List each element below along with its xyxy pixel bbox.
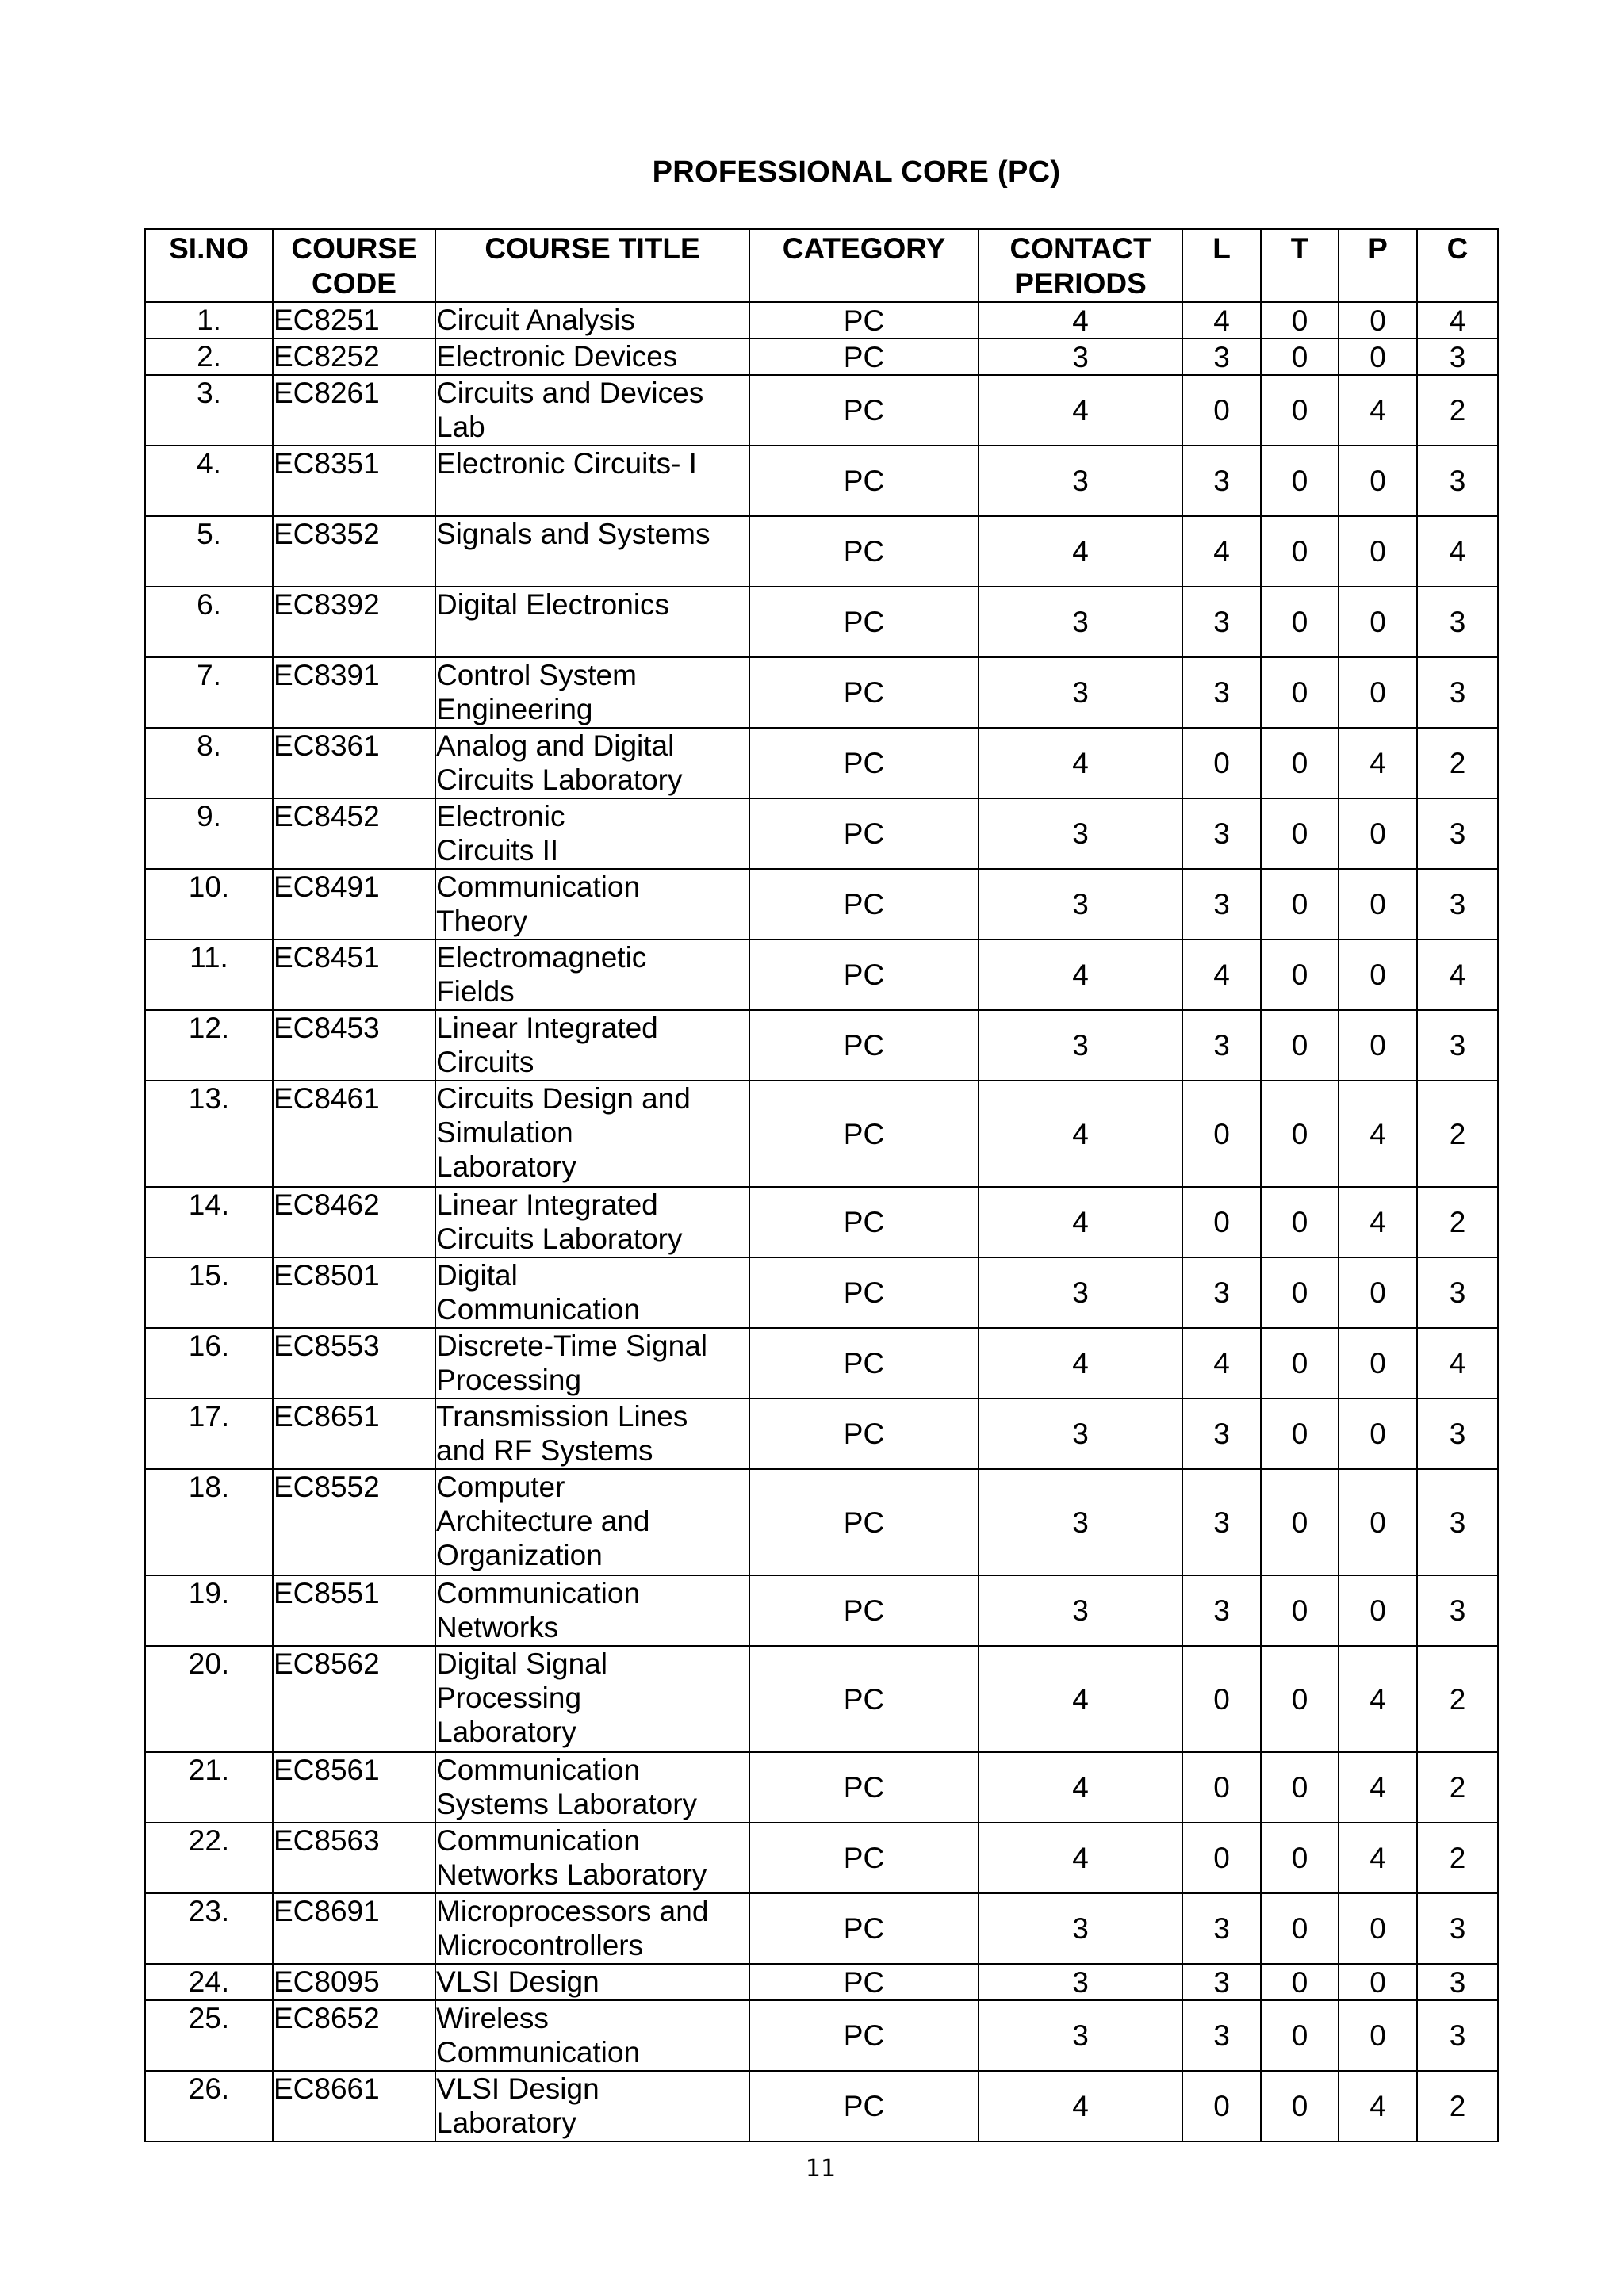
cell-category: PC: [749, 657, 979, 728]
cell-c: 2: [1417, 1646, 1498, 1752]
cell-c: 2: [1417, 375, 1498, 446]
cell-p: 0: [1339, 1257, 1417, 1328]
cell-p: 0: [1339, 587, 1417, 657]
cell-t: 0: [1261, 1646, 1339, 1752]
cell-contact-periods: 3: [979, 339, 1182, 375]
cell-category: PC: [749, 1823, 979, 1893]
table-row: [145, 1893, 1498, 1964]
cell-contact-periods: 3: [979, 1575, 1182, 1646]
cell-c: 2: [1417, 728, 1498, 798]
cell-c: 3: [1417, 657, 1498, 728]
cell-l: 3: [1182, 2000, 1261, 2071]
cell-category: PC: [749, 1752, 979, 1823]
cell-sl-no: 19.: [145, 1575, 273, 1646]
table-row: [145, 1575, 1498, 1646]
cell-contact-periods: 3: [979, 1964, 1182, 2000]
cell-sl-no: 6.: [145, 587, 273, 657]
cell-l: 3: [1182, 1010, 1261, 1081]
cell-course-code: EC8462: [273, 1187, 435, 1257]
cell-l: 3: [1182, 1575, 1261, 1646]
cell-t: 0: [1261, 587, 1339, 657]
cell-sl-no: 20.: [145, 1646, 273, 1752]
cell-t: 0: [1261, 1893, 1339, 1964]
cell-category: PC: [749, 1964, 979, 2000]
table-row: [145, 1964, 1498, 2000]
cell-course-title: Electronic Circuits II: [435, 798, 749, 869]
cell-category: PC: [749, 1081, 979, 1187]
cell-course-title: Circuits and Devices Lab: [435, 375, 749, 446]
cell-c: 4: [1417, 939, 1498, 1010]
cell-contact-periods: 4: [979, 1752, 1182, 1823]
cell-sl-no: 1.: [145, 302, 273, 339]
cell-t: 0: [1261, 1823, 1339, 1893]
cell-category: PC: [749, 302, 979, 339]
cell-l: 0: [1182, 728, 1261, 798]
cell-course-title: Communication Networks: [435, 1575, 749, 1646]
cell-t: 0: [1261, 1575, 1339, 1646]
cell-c: 3: [1417, 798, 1498, 869]
cell-c: 4: [1417, 516, 1498, 587]
cell-p: 4: [1339, 1823, 1417, 1893]
cell-course-code: EC8452: [273, 798, 435, 869]
cell-course-code: EC8691: [273, 1893, 435, 1964]
table-row: [145, 302, 1498, 339]
cell-t: 0: [1261, 1187, 1339, 1257]
cell-course-title: Digital Signal Processing Laboratory: [435, 1646, 749, 1752]
cell-sl-no: 18.: [145, 1469, 273, 1575]
header-course-title: COURSE TITLE: [435, 229, 749, 302]
cell-c: 4: [1417, 1328, 1498, 1399]
cell-p: 0: [1339, 2000, 1417, 2071]
cell-course-code: EC8261: [273, 375, 435, 446]
cell-course-code: EC8661: [273, 2071, 435, 2141]
header-category: CATEGORY: [749, 229, 979, 302]
cell-category: PC: [749, 2000, 979, 2071]
table-row: [145, 728, 1498, 798]
cell-p: 0: [1339, 869, 1417, 939]
cell-course-title: Circuit Analysis: [435, 302, 749, 339]
cell-c: 3: [1417, 1964, 1498, 2000]
cell-p: 0: [1339, 339, 1417, 375]
cell-l: 4: [1182, 302, 1261, 339]
cell-contact-periods: 3: [979, 1010, 1182, 1081]
cell-course-code: EC8652: [273, 2000, 435, 2071]
cell-t: 0: [1261, 339, 1339, 375]
cell-t: 0: [1261, 1257, 1339, 1328]
cell-p: 4: [1339, 2071, 1417, 2141]
cell-category: PC: [749, 1257, 979, 1328]
cell-l: 0: [1182, 1187, 1261, 1257]
cell-l: 0: [1182, 1752, 1261, 1823]
cell-contact-periods: 4: [979, 728, 1182, 798]
cell-t: 0: [1261, 1399, 1339, 1469]
cell-sl-no: 5.: [145, 516, 273, 587]
table-row: [145, 1399, 1498, 1469]
cell-contact-periods: 4: [979, 1081, 1182, 1187]
cell-p: 0: [1339, 657, 1417, 728]
cell-c: 2: [1417, 2071, 1498, 2141]
cell-category: PC: [749, 587, 979, 657]
cell-category: PC: [749, 2071, 979, 2141]
cell-l: 0: [1182, 1823, 1261, 1893]
cell-sl-no: 24.: [145, 1964, 273, 2000]
cell-course-code: EC8501: [273, 1257, 435, 1328]
cell-c: 2: [1417, 1081, 1498, 1187]
table-row: [145, 869, 1498, 939]
cell-course-title: Circuits Design and Simulation Laboratory: [435, 1081, 749, 1187]
cell-c: 3: [1417, 869, 1498, 939]
cell-l: 3: [1182, 1399, 1261, 1469]
cell-p: 0: [1339, 1964, 1417, 2000]
cell-l: 3: [1182, 1257, 1261, 1328]
professional-core-table: [144, 228, 1499, 2142]
cell-contact-periods: 3: [979, 1469, 1182, 1575]
cell-sl-no: 12.: [145, 1010, 273, 1081]
cell-l: 3: [1182, 1964, 1261, 2000]
cell-p: 4: [1339, 1187, 1417, 1257]
cell-l: 0: [1182, 375, 1261, 446]
header-c: C: [1417, 229, 1498, 302]
cell-t: 0: [1261, 657, 1339, 728]
header-contact-periods: CONTACT PERIODS: [979, 229, 1182, 302]
cell-t: 0: [1261, 2071, 1339, 2141]
cell-course-title: Computer Architecture and Organization: [435, 1469, 749, 1575]
cell-category: PC: [749, 939, 979, 1010]
cell-l: 3: [1182, 798, 1261, 869]
cell-course-title: Digital Electronics: [435, 587, 749, 657]
cell-category: PC: [749, 869, 979, 939]
cell-course-title: Communication Systems Laboratory: [435, 1752, 749, 1823]
cell-t: 0: [1261, 869, 1339, 939]
cell-course-title: Discrete-Time Signal Processing: [435, 1328, 749, 1399]
cell-contact-periods: 3: [979, 657, 1182, 728]
header-p: P: [1339, 229, 1417, 302]
table-row: [145, 1469, 1498, 1575]
cell-contact-periods: 4: [979, 375, 1182, 446]
cell-sl-no: 15.: [145, 1257, 273, 1328]
cell-course-code: EC8651: [273, 1399, 435, 1469]
cell-course-code: EC8351: [273, 446, 435, 516]
cell-course-code: EC8453: [273, 1010, 435, 1081]
table-row: [145, 798, 1498, 869]
cell-course-code: EC8491: [273, 869, 435, 939]
cell-p: 4: [1339, 728, 1417, 798]
cell-t: 0: [1261, 2000, 1339, 2071]
table-row: [145, 1646, 1498, 1752]
cell-sl-no: 25.: [145, 2000, 273, 2071]
table-row: [145, 2000, 1498, 2071]
cell-course-title: Electronic Circuits- I: [435, 446, 749, 516]
cell-c: 3: [1417, 1399, 1498, 1469]
cell-contact-periods: 3: [979, 2000, 1182, 2071]
cell-course-title: VLSI Design: [435, 1964, 749, 2000]
cell-contact-periods: 4: [979, 1823, 1182, 1893]
cell-t: 0: [1261, 1328, 1339, 1399]
cell-sl-no: 26.: [145, 2071, 273, 2141]
cell-course-title: Linear Integrated Circuits: [435, 1010, 749, 1081]
cell-course-code: EC8252: [273, 339, 435, 375]
cell-contact-periods: 4: [979, 939, 1182, 1010]
cell-contact-periods: 3: [979, 1399, 1182, 1469]
cell-sl-no: 23.: [145, 1893, 273, 1964]
table-row: [145, 1328, 1498, 1399]
cell-p: 0: [1339, 1893, 1417, 1964]
cell-t: 0: [1261, 1081, 1339, 1187]
cell-sl-no: 10.: [145, 869, 273, 939]
cell-course-title: Control System Engineering: [435, 657, 749, 728]
cell-course-title: VLSI Design Laboratory: [435, 2071, 749, 2141]
header-sl-no: SI.NO: [145, 229, 273, 302]
cell-p: 0: [1339, 1469, 1417, 1575]
cell-l: 3: [1182, 1469, 1261, 1575]
cell-sl-no: 4.: [145, 446, 273, 516]
cell-category: PC: [749, 339, 979, 375]
table-row: [145, 1081, 1498, 1187]
cell-p: 0: [1339, 1399, 1417, 1469]
cell-t: 0: [1261, 375, 1339, 446]
cell-c: 3: [1417, 1893, 1498, 1964]
cell-category: PC: [749, 375, 979, 446]
table-row: [145, 1257, 1498, 1328]
cell-course-code: EC8392: [273, 587, 435, 657]
cell-course-code: EC8552: [273, 1469, 435, 1575]
cell-course-title: Electronic Devices: [435, 339, 749, 375]
cell-category: PC: [749, 728, 979, 798]
cell-t: 0: [1261, 1752, 1339, 1823]
cell-l: 4: [1182, 939, 1261, 1010]
cell-contact-periods: 3: [979, 869, 1182, 939]
table-row: [145, 939, 1498, 1010]
cell-course-code: EC8461: [273, 1081, 435, 1187]
table-row: [145, 657, 1498, 728]
cell-p: 4: [1339, 1081, 1417, 1187]
cell-c: 3: [1417, 2000, 1498, 2071]
cell-category: PC: [749, 1646, 979, 1752]
cell-contact-periods: 3: [979, 798, 1182, 869]
table-row: [145, 446, 1498, 516]
cell-contact-periods: 4: [979, 2071, 1182, 2141]
cell-sl-no: 22.: [145, 1823, 273, 1893]
cell-course-code: EC8251: [273, 302, 435, 339]
cell-l: 3: [1182, 657, 1261, 728]
cell-c: 3: [1417, 446, 1498, 516]
cell-course-title: Microprocessors and Microcontrollers: [435, 1893, 749, 1964]
cell-p: 4: [1339, 1646, 1417, 1752]
cell-p: 0: [1339, 939, 1417, 1010]
cell-category: PC: [749, 798, 979, 869]
cell-contact-periods: 3: [979, 587, 1182, 657]
cell-sl-no: 14.: [145, 1187, 273, 1257]
cell-sl-no: 17.: [145, 1399, 273, 1469]
cell-p: 0: [1339, 516, 1417, 587]
cell-l: 3: [1182, 339, 1261, 375]
cell-course-code: EC8451: [273, 939, 435, 1010]
cell-t: 0: [1261, 798, 1339, 869]
cell-course-title: Analog and Digital Circuits Laboratory: [435, 728, 749, 798]
cell-l: 0: [1182, 1646, 1261, 1752]
cell-course-title: Signals and Systems: [435, 516, 749, 587]
cell-category: PC: [749, 1469, 979, 1575]
cell-c: 3: [1417, 1469, 1498, 1575]
cell-c: 2: [1417, 1187, 1498, 1257]
page-title: PROFESSIONAL CORE (PC): [652, 155, 1061, 189]
cell-sl-no: 11.: [145, 939, 273, 1010]
cell-course-title: Linear Integrated Circuits Laboratory: [435, 1187, 749, 1257]
cell-c: 3: [1417, 1257, 1498, 1328]
cell-category: PC: [749, 1010, 979, 1081]
cell-course-code: EC8563: [273, 1823, 435, 1893]
cell-course-title: Communication Networks Laboratory: [435, 1823, 749, 1893]
cell-sl-no: 13.: [145, 1081, 273, 1187]
cell-course-code: EC8562: [273, 1646, 435, 1752]
cell-course-code: EC8561: [273, 1752, 435, 1823]
cell-course-code: EC8551: [273, 1575, 435, 1646]
table-row: [145, 1823, 1498, 1893]
header-t: T: [1261, 229, 1339, 302]
cell-category: PC: [749, 1399, 979, 1469]
cell-l: 0: [1182, 2071, 1261, 2141]
cell-contact-periods: 3: [979, 1257, 1182, 1328]
cell-course-code: EC8553: [273, 1328, 435, 1399]
cell-contact-periods: 4: [979, 302, 1182, 339]
cell-p: 0: [1339, 302, 1417, 339]
cell-p: 4: [1339, 1752, 1417, 1823]
cell-course-title: Digital Communication: [435, 1257, 749, 1328]
cell-t: 0: [1261, 1964, 1339, 2000]
page-number: 11: [805, 2155, 837, 2183]
cell-category: PC: [749, 1187, 979, 1257]
cell-p: 0: [1339, 446, 1417, 516]
cell-course-code: EC8095: [273, 1964, 435, 2000]
cell-sl-no: 21.: [145, 1752, 273, 1823]
cell-c: 3: [1417, 1575, 1498, 1646]
cell-l: 3: [1182, 587, 1261, 657]
cell-p: 0: [1339, 1328, 1417, 1399]
cell-c: 3: [1417, 587, 1498, 657]
cell-l: 3: [1182, 1893, 1261, 1964]
cell-contact-periods: 3: [979, 1893, 1182, 1964]
cell-contact-periods: 4: [979, 1646, 1182, 1752]
cell-contact-periods: 4: [979, 1328, 1182, 1399]
cell-course-title: Electromagnetic Fields: [435, 939, 749, 1010]
table-row: [145, 1010, 1498, 1081]
table-row: [145, 1187, 1498, 1257]
cell-category: PC: [749, 1893, 979, 1964]
table-row: [145, 587, 1498, 657]
cell-course-code: EC8391: [273, 657, 435, 728]
cell-contact-periods: 3: [979, 446, 1182, 516]
cell-l: 3: [1182, 446, 1261, 516]
cell-course-title: Transmission Lines and RF Systems: [435, 1399, 749, 1469]
cell-category: PC: [749, 1575, 979, 1646]
cell-category: PC: [749, 1328, 979, 1399]
course-rows: [145, 302, 1498, 2141]
cell-c: 2: [1417, 1823, 1498, 1893]
cell-sl-no: 8.: [145, 728, 273, 798]
cell-course-code: EC8361: [273, 728, 435, 798]
cell-category: PC: [749, 516, 979, 587]
cell-sl-no: 7.: [145, 657, 273, 728]
table-row: [145, 516, 1498, 587]
header-l: L: [1182, 229, 1261, 302]
cell-t: 0: [1261, 1469, 1339, 1575]
cell-course-title: Wireless Communication: [435, 2000, 749, 2071]
table-row: [145, 2071, 1498, 2141]
cell-p: 0: [1339, 1575, 1417, 1646]
header-row: [145, 229, 1498, 302]
cell-t: 0: [1261, 302, 1339, 339]
cell-l: 3: [1182, 869, 1261, 939]
cell-course-code: EC8352: [273, 516, 435, 587]
cell-sl-no: 3.: [145, 375, 273, 446]
header-course-code: COURSE CODE: [273, 229, 435, 302]
table-row: [145, 1752, 1498, 1823]
cell-t: 0: [1261, 939, 1339, 1010]
cell-sl-no: 2.: [145, 339, 273, 375]
cell-l: 4: [1182, 1328, 1261, 1399]
cell-category: PC: [749, 446, 979, 516]
cell-sl-no: 9.: [145, 798, 273, 869]
cell-l: 0: [1182, 1081, 1261, 1187]
cell-contact-periods: 4: [979, 1187, 1182, 1257]
cell-t: 0: [1261, 1010, 1339, 1081]
cell-c: 4: [1417, 302, 1498, 339]
cell-contact-periods: 4: [979, 516, 1182, 587]
table-row: [145, 375, 1498, 446]
table-row: [145, 339, 1498, 375]
cell-p: 4: [1339, 375, 1417, 446]
cell-p: 0: [1339, 798, 1417, 869]
cell-l: 4: [1182, 516, 1261, 587]
cell-course-title: Communication Theory: [435, 869, 749, 939]
cell-c: 2: [1417, 1752, 1498, 1823]
cell-sl-no: 16.: [145, 1328, 273, 1399]
cell-t: 0: [1261, 446, 1339, 516]
cell-p: 0: [1339, 1010, 1417, 1081]
cell-c: 3: [1417, 1010, 1498, 1081]
cell-c: 3: [1417, 339, 1498, 375]
cell-t: 0: [1261, 516, 1339, 587]
cell-t: 0: [1261, 728, 1339, 798]
